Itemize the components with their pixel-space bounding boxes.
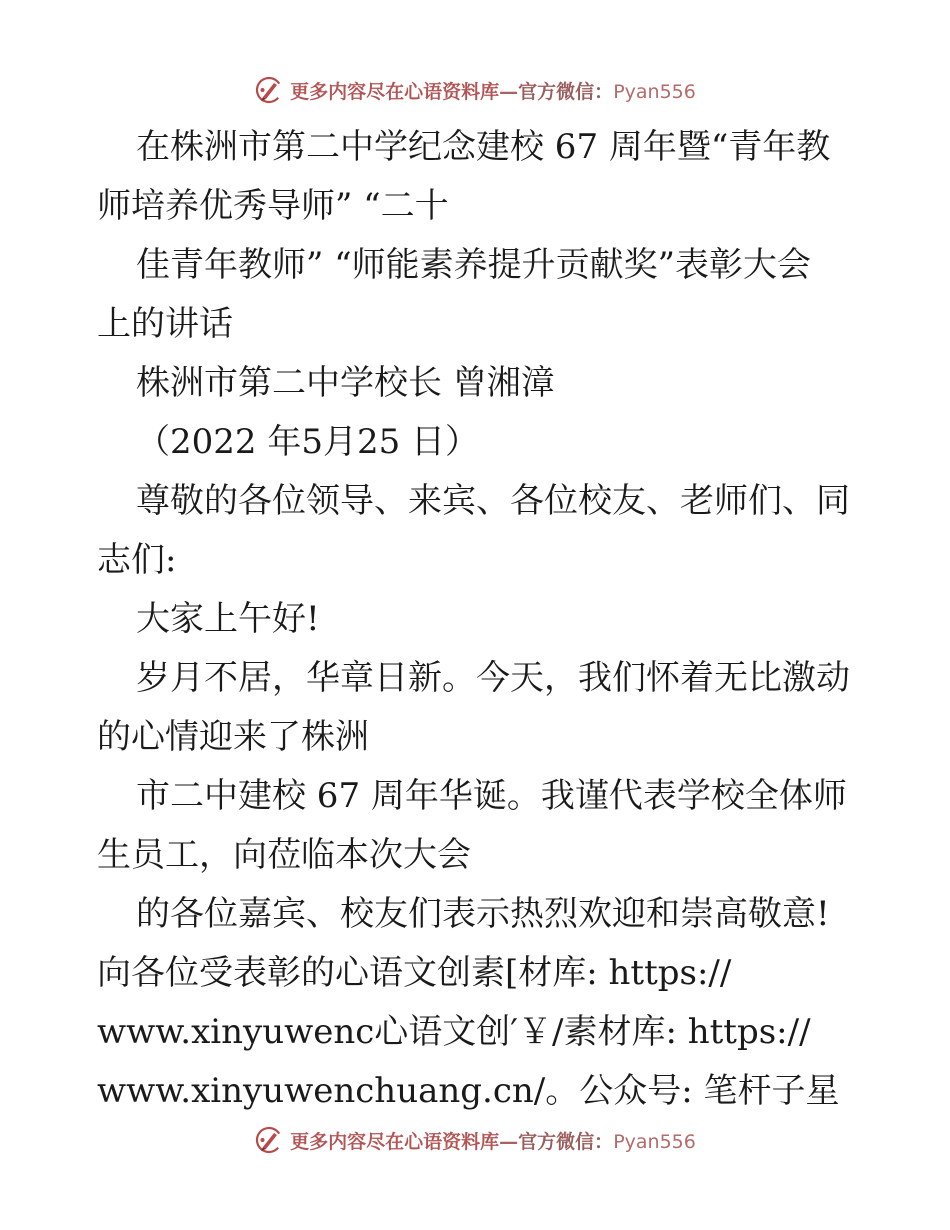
banner-separator: — [499, 80, 519, 103]
brush-logo-icon [254, 1125, 284, 1155]
brush-logo-icon [254, 75, 284, 105]
banner-wechat-label: 官方微信： [518, 1130, 614, 1153]
document-line: 大家上午好! [136, 599, 320, 639]
banner-text [290, 1127, 696, 1154]
document-line: www.xinyuwenc心语文创′￥/素材库: https:// [97, 1012, 811, 1052]
banner-separator: — [499, 1130, 519, 1153]
document-line: 的心情迎来了株洲 [97, 717, 369, 757]
header-watermark-banner [0, 70, 950, 110]
document-line: 岁月不居，华章日新。今天，我们怀着无比激动 [136, 658, 850, 698]
document-line: 志们: [97, 540, 177, 580]
footer-watermark-banner [0, 1120, 950, 1160]
document-line: 株洲市第二中学校长 曾湘漳 [136, 363, 555, 403]
document-line: 在株洲市第二中学纪念建校 67 周年暨“青年教 [136, 127, 831, 167]
banner-wechat-label: 官方微信： [518, 80, 614, 103]
document-line: www.xinyuwenchuang.cn/。公众号: 笔杆子星 [97, 1071, 840, 1111]
banner-slogan: 更多内容尽在心语资料库 [290, 1130, 500, 1153]
document-line: 生员工，向莅临本次大会 [97, 835, 471, 875]
document-line: 市二中建校 67 周年华诞。我谨代表学校全体师 [136, 776, 847, 816]
document-line: （2022 年5月25 日） [136, 422, 480, 462]
banner-slogan: 更多内容尽在心语资料库 [290, 80, 500, 103]
document-line: 尊敬的各位领导、来宾、各位校友、老师们、同 [136, 481, 850, 521]
banner-wechat-id: Pyan556 [613, 80, 696, 103]
document-line: 向各位受表彰的心语文创素[材库: https:// [97, 953, 732, 993]
document-body [97, 118, 857, 1121]
document-line: 上的讲话 [97, 304, 233, 344]
document-line: 佳青年教师” “师能素养提升贡献奖”表彰大会 [136, 245, 811, 285]
banner-text [290, 77, 696, 104]
banner-wechat-id: Pyan556 [613, 1130, 696, 1153]
document-line: 的各位嘉宾、校友们表示热烈欢迎和崇高敬意! [136, 894, 830, 934]
document-line: 师培养优秀导师” “二十 [97, 186, 449, 226]
